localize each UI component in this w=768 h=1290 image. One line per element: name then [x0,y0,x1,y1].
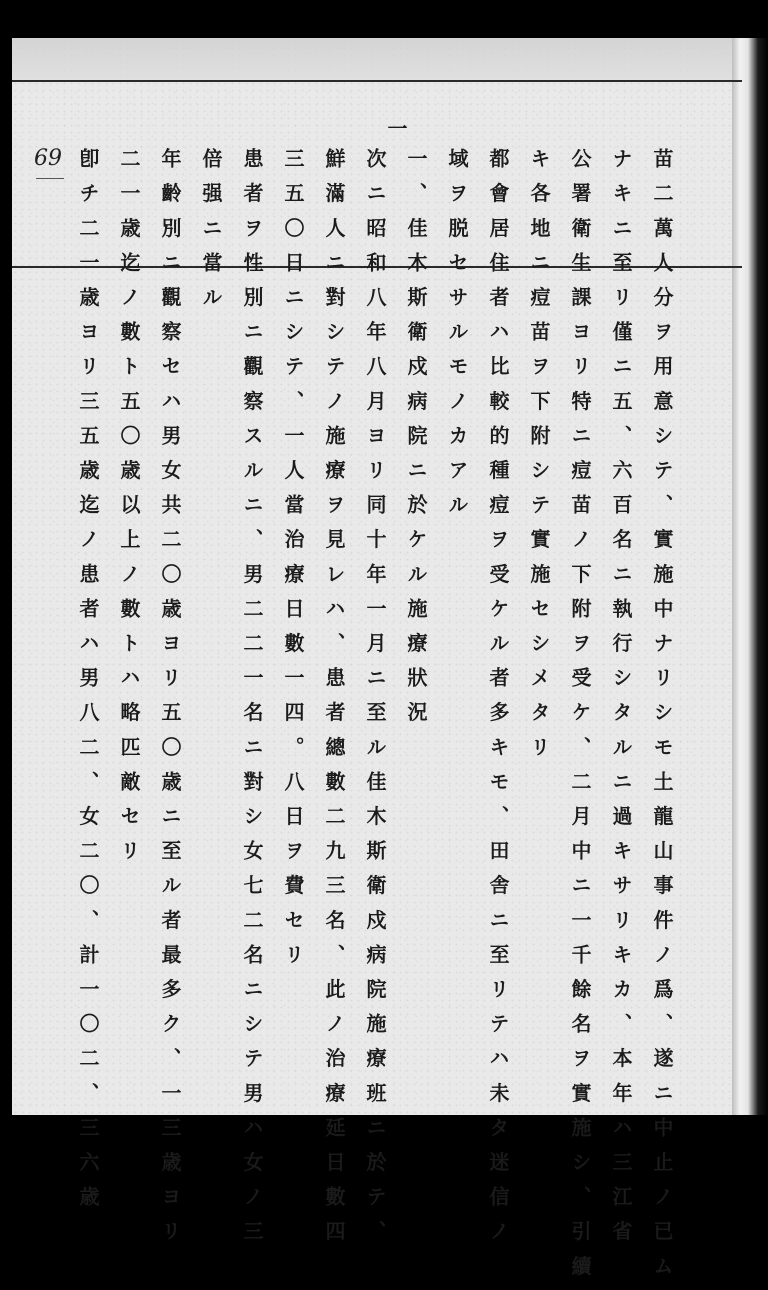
section-mark: 一 [384,118,408,153]
page-number: 69 [34,146,62,171]
text-column-13: 年齡別ニ觀察セハ男女共二〇歳ヨリ五〇歳ニ至ル者最多ク、一三歳ヨリ [158,148,182,1256]
text-column-4: キ各地ニ痘苗ヲ下附シテ實施セシメタリ [527,148,551,771]
text-column-14: 二一歳迄ノ數ト五〇歳以上ノ數トハ略匹敵セリ [117,148,141,875]
page-right-edge [732,38,768,1115]
text-column-8: 次ニ昭和八年八月ヨリ同十年一月ニ至ル佳木斯衛戍病院施療班ニ於テ、 [363,148,387,1256]
text-column-3: 公署衛生課ヨリ特ニ痘苗ノ下附ヲ受ケ、二月中ニ一千餘名ヲ實施シ、引續 [568,148,592,1290]
section-heading: 一、佳木斯衛戍病院ニ於ケル施療狀況 [404,148,428,737]
text-column-6: 域ヲ脱セサルモノカアル [445,148,469,529]
text-column-12: 倍强ニ當ル [199,148,223,321]
text-column-11: 患者ヲ性別ニ觀察スルニ、男二二一名ニ對シ女七二名ニシテ男ハ女ノ三 [240,148,264,1256]
text-column-2: ナキニ至リ僅ニ五、六百名ニ執行シタルニ過キサリキカ、本年ハ三江省 [609,148,633,1256]
page-number-underline [36,178,64,179]
text-column-10: 三五〇日ニシテ、一人當治療日數一四。八日ヲ費セリ [281,148,305,979]
text-column-5: 都會居住者ハ比較的種痘ヲ受ケル者多キモ、田舎ニ至リテハ未タ迷信ノ [486,148,510,1256]
page-top-band [12,38,732,82]
text-column-9: 鮮滿人ニ對シテノ施療ヲ見レハ、患者總數二九三名、此ノ治療延日數四 [322,148,346,1256]
scan-rule-top [12,80,742,82]
text-column-15: 卽チ二一歳ヨリ三五歳迄ノ患者ハ男八二、女二〇、計一〇二、三六歳 [76,148,100,1221]
text-column-1: 苗二萬人分ヲ用意シテ、實施中ナリシモ土龍山事件ノ爲、遂ニ中止ノ已ム [650,148,674,1290]
